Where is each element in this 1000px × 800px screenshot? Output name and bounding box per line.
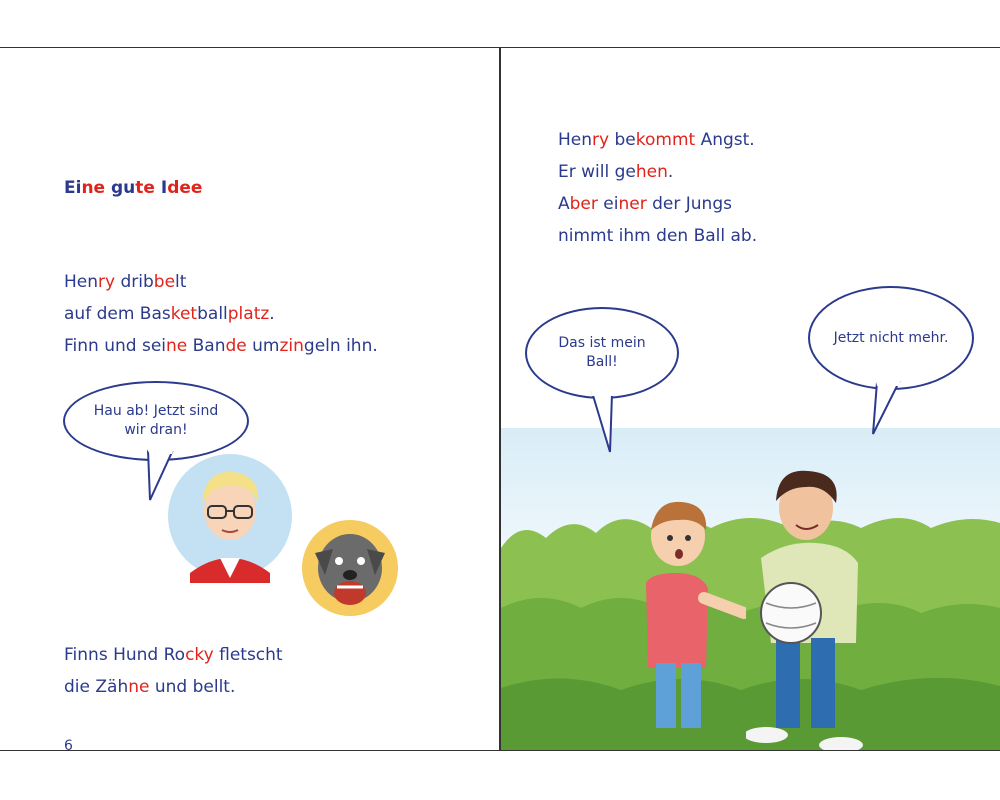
left-page <box>0 48 499 754</box>
text-segment: fletscht <box>213 645 283 665</box>
text-line <box>64 330 378 362</box>
syllable-highlight: ne <box>166 336 188 356</box>
text-segment: auf dem Bas <box>64 304 171 324</box>
speech-bubble-text: Jetzt nicht mehr. <box>833 329 949 346</box>
basketball <box>756 578 826 648</box>
text-segment: . <box>269 304 275 324</box>
syllable-highlight: ne <box>81 178 106 198</box>
text-line <box>64 639 283 671</box>
text-line <box>558 220 757 252</box>
rocky-dog-portrait <box>295 513 405 623</box>
text-segment: be <box>609 130 636 150</box>
text-segment: Angst. <box>695 130 755 150</box>
syllable-highlight: platz <box>227 304 270 324</box>
syllable-highlight: ber <box>569 194 598 214</box>
text-segment: Hen <box>64 272 99 292</box>
text-segment: und bellt. <box>149 677 236 697</box>
syllable-highlight: be <box>153 272 176 292</box>
bubble-tail <box>869 378 909 438</box>
speech-bubble-finn-right <box>808 286 974 390</box>
syllable-highlight: dee <box>167 178 203 198</box>
text-segment: nimmt ihm den Ball ab. <box>558 226 758 246</box>
paragraph-intro <box>64 266 378 362</box>
syllable-highlight: zin <box>279 336 304 356</box>
text-segment: der Jungs <box>646 194 732 214</box>
text-segment: Hen <box>558 130 593 150</box>
text-line <box>558 188 757 220</box>
text-segment: ball <box>197 304 228 324</box>
henry-figure <box>626 488 746 738</box>
right-page <box>501 48 1000 750</box>
syllable-highlight: de <box>225 336 247 356</box>
text-segment: gu <box>111 178 136 198</box>
text-segment: A <box>558 194 570 214</box>
syllable-highlight: ner <box>618 194 647 214</box>
text-segment: die Zäh <box>64 677 129 697</box>
paragraph-dog <box>64 639 283 703</box>
text-segment: Ei <box>64 178 82 198</box>
text-segment: drib <box>115 272 154 292</box>
syllable-highlight: ry <box>592 130 610 150</box>
text-line <box>558 156 757 188</box>
speech-bubble-text: Hau ab! Jetzt sind wir dran! <box>93 403 219 438</box>
page-divider <box>499 47 501 751</box>
text-segment: ei <box>597 194 619 214</box>
speech-bubble-henry <box>525 307 679 399</box>
paragraph-henry <box>558 124 757 252</box>
text-segment: Ban <box>187 336 226 356</box>
text-line <box>64 298 378 330</box>
finn-portrait <box>160 448 300 588</box>
syllable-highlight: ry <box>98 272 116 292</box>
text-segment: lt <box>175 272 187 292</box>
syllable-highlight: hen <box>635 162 668 182</box>
text-segment: . <box>667 162 674 182</box>
page-title <box>64 178 202 198</box>
text-segment: Finn und sei <box>64 336 166 356</box>
speech-bubble-text: Das ist mein Ball! <box>558 335 646 370</box>
text-segment: I <box>154 178 168 198</box>
syllable-highlight: ket <box>170 304 198 324</box>
text-segment: um <box>246 336 280 356</box>
syllable-highlight: cky <box>185 645 214 665</box>
text-line <box>558 124 757 156</box>
text-line <box>64 266 378 298</box>
text-segment: Er will ge <box>558 162 636 182</box>
bubble-tail <box>586 388 626 458</box>
syllable-highlight: te <box>135 178 155 198</box>
text-line <box>64 671 283 703</box>
text-segment: Finns Hund Ro <box>64 645 186 665</box>
syllable-highlight: kommt <box>635 130 696 150</box>
text-segment: geln ihn. <box>303 336 378 356</box>
syllable-highlight: ne <box>128 677 150 697</box>
page-number: 6 <box>64 738 73 754</box>
